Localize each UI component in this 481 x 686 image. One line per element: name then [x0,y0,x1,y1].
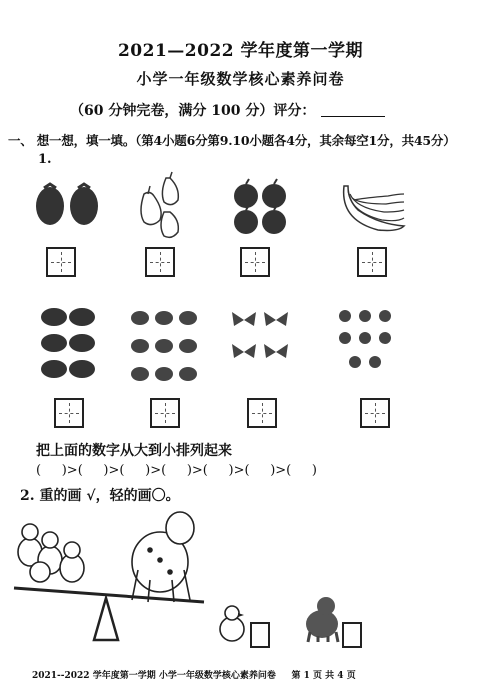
dog-on-seesaw-icon [132,512,194,602]
page-title: 2021—2022 学年度第一学期 [117,41,364,61]
seesaw-scene [10,510,210,642]
score-blank[interactable] [321,116,385,117]
answer-box-eggplant[interactable] [46,247,76,277]
butterfly-icon [230,308,292,368]
page-footer: 2021--2022 学年度第一学期 小学一年级数学核心素养问卷 第 1 页 共 4 页 [32,671,356,681]
crab-icon [128,308,200,386]
snail-icon [38,305,100,385]
question-2-text: 2. 重的画 √，轻的画〇。 [20,488,180,504]
section-heading: 一、 想一想，填一填。（第4小题6分第9.10小题各4分，其余每空1分，共45分） [8,133,456,148]
answer-box-ladybug[interactable] [360,398,390,428]
dog-icon [302,596,342,642]
answer-box-chick[interactable] [250,622,270,648]
eggplant-icon [30,180,110,230]
answer-box-butterfly[interactable] [247,398,277,428]
answer-box-banana[interactable] [357,247,387,277]
ladybug-icon [335,308,397,374]
banana-icon [338,180,408,238]
order-blanks[interactable]: ( )>( )>( )>( )>( )>( )>( ) [36,463,317,478]
score-note: （60 分钟完卷，满分 100 分）评分： [70,103,316,119]
question-1-number: 1. [38,152,52,167]
order-instruction: 把上面的数字从大到小排列起来 [36,443,232,459]
answer-box-pear[interactable] [145,247,175,277]
page-subtitle: 小学一年级数学核心素养问卷 [136,70,345,88]
answer-box-snail[interactable] [54,398,84,428]
answer-box-dog[interactable] [342,622,362,648]
answer-box-apple[interactable] [240,247,270,277]
apple-icon [232,178,292,238]
chick-icon [216,603,248,643]
score-line [70,100,385,120]
chick-group-icon [18,524,84,582]
answer-box-crab[interactable] [150,398,180,428]
pear-icon [130,172,190,242]
